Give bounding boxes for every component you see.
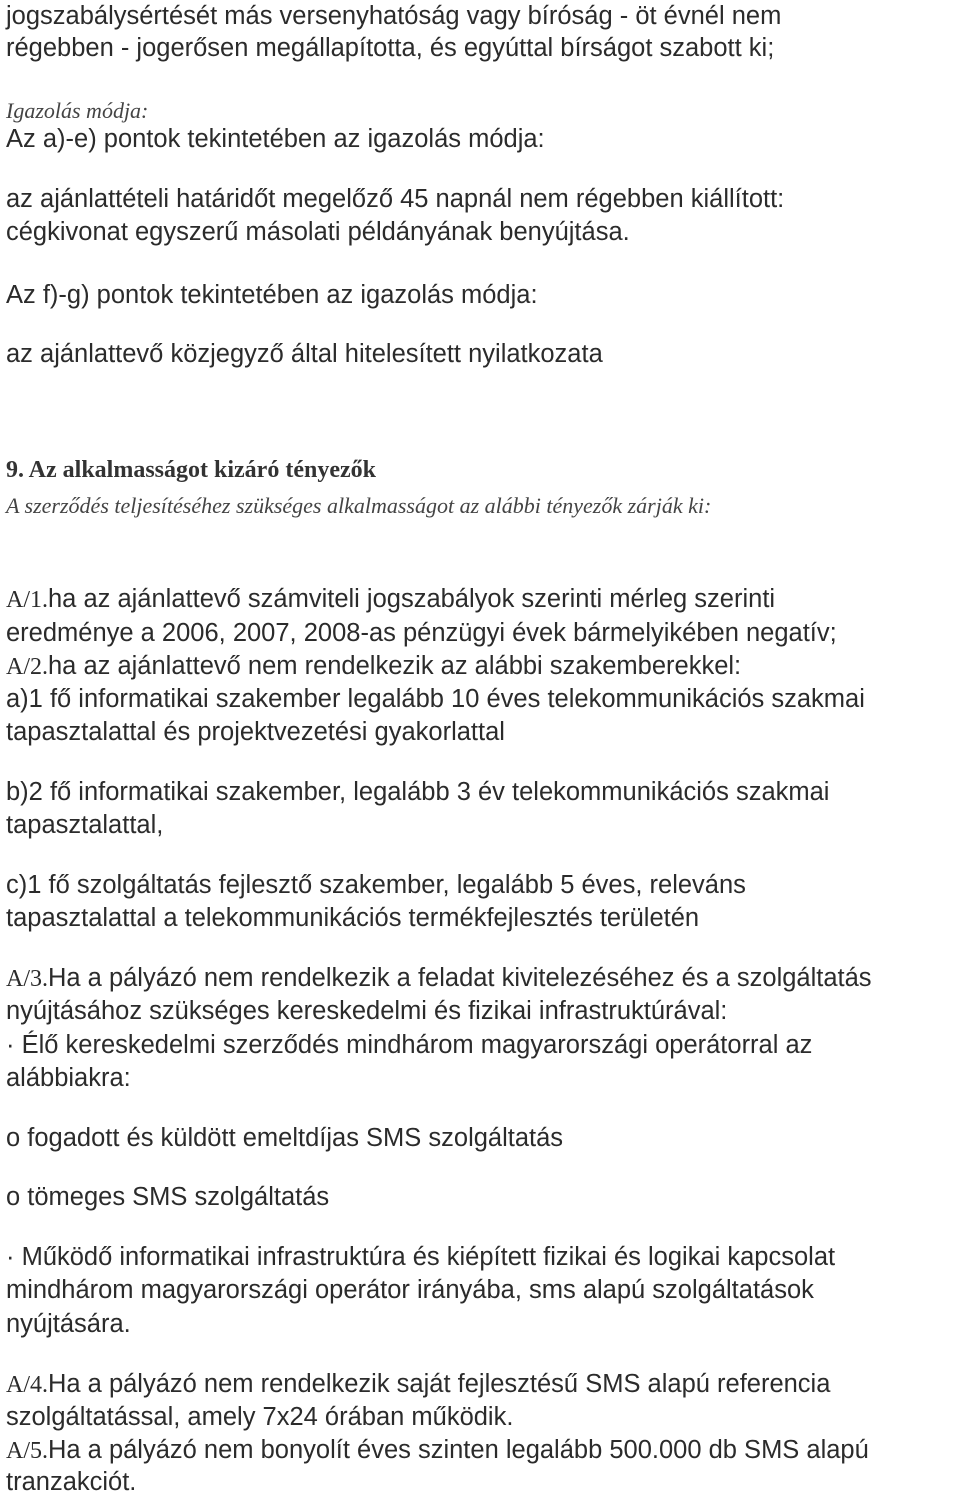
text-line: tapasztalattal, <box>6 811 164 839</box>
text-line: · Működő informatikai infrastruktúra és kiépített fizikai és logikai kapcsolat <box>6 1243 836 1271</box>
text-line: eredménye a 2006, 2007, 2008-as pénzügyi évek bármelyikében negatív; <box>6 619 837 647</box>
section-intro: A szerződés teljesítéséhez szükséges alkalmasságot az alábbi tényezők zárják ki: <box>6 493 712 518</box>
item-text: ha az ajánlattevő számviteli jogszabályok szerinti mérleg szerinti <box>48 585 776 613</box>
item-label: A/2. <box>6 654 48 680</box>
text-line: o fogadott és küldött emeltdíjas SMS szolgáltatás <box>6 1124 564 1152</box>
item-text: Ha a pályázó nem rendelkezik a feladat kivitelezéséhez és a szolgáltatás <box>48 964 872 992</box>
text-line: tapasztalattal a telekommunikációs termékfejlesztés területén <box>6 904 700 932</box>
text-line: Az f)-g) pontok tekintetében az igazolás módja: <box>6 281 538 309</box>
text-line: o tömeges SMS szolgáltatás <box>6 1183 330 1211</box>
section-label-igazolas: Igazolás módja: <box>6 98 149 123</box>
text-line: az ajánlattevő közjegyző által hitelesített nyilatkozata <box>6 340 603 368</box>
text-line: mindhárom magyarországi operátor irányába, sms alapú szolgáltatások <box>6 1276 814 1304</box>
item-label: A/1. <box>6 587 48 613</box>
text-line: b)2 fő informatikai szakember, legalább 3 év telekommunikációs szakmai <box>6 778 830 806</box>
item-label: A/3. <box>6 966 48 992</box>
list-item-a3 <box>6 962 872 995</box>
item-label: A/4. <box>6 1372 48 1398</box>
item-text: ha az ajánlattevő nem rendelkezik az alábbi szakemberekkel: <box>48 652 742 680</box>
list-item-a5 <box>6 1434 869 1467</box>
text-line: tranzakciót. <box>6 1468 137 1496</box>
list-item-a2 <box>6 650 741 683</box>
text-line: alábbiakra: <box>6 1064 131 1092</box>
text-line: a)1 fő informatikai szakember legalább 10 éves telekommunikációs szakmai <box>6 685 865 713</box>
list-item-a4 <box>6 1368 830 1401</box>
text-line: az ajánlattételi határidőt megelőző 45 napnál nem régebben kiállított: <box>6 185 785 213</box>
text-line: Az a)-e) pontok tekintetében az igazolás módja: <box>6 125 545 153</box>
text-line: nyújtására. <box>6 1310 131 1338</box>
text-line: nyújtásához szükséges kereskedelmi és fizikai infrastruktúrával: <box>6 997 728 1025</box>
section-heading: 9. Az alkalmasságot kizáró tényezők <box>6 457 376 483</box>
item-label: A/5. <box>6 1438 48 1464</box>
text-line: szolgáltatással, amely 7x24 órában működik. <box>6 1403 514 1431</box>
text-line: c)1 fő szolgáltatás fejlesztő szakember, legalább 5 éves, releváns <box>6 871 746 899</box>
item-text: Ha a pályázó nem rendelkezik saját fejlesztésű SMS alapú referencia <box>48 1370 831 1398</box>
text-line: · Élő kereskedelmi szerződés mindhárom magyarországi operátorral az <box>6 1031 813 1059</box>
text-line: jogszabálysértését más versenyhatóság vagy bíróság - öt évnél nem <box>6 2 782 30</box>
text-line: cégkivonat egyszerű másolati példányának benyújtása. <box>6 218 630 246</box>
item-text: Ha a pályázó nem bonyolít éves szinten legalább 500.000 db SMS alapú <box>48 1436 869 1464</box>
text-line: régebben - jogerősen megállapította, és egyúttal bírságot szabott ki; <box>6 34 775 62</box>
text-line: tapasztalattal és projektvezetési gyakorlattal <box>6 718 505 746</box>
list-item-a1 <box>6 583 775 616</box>
